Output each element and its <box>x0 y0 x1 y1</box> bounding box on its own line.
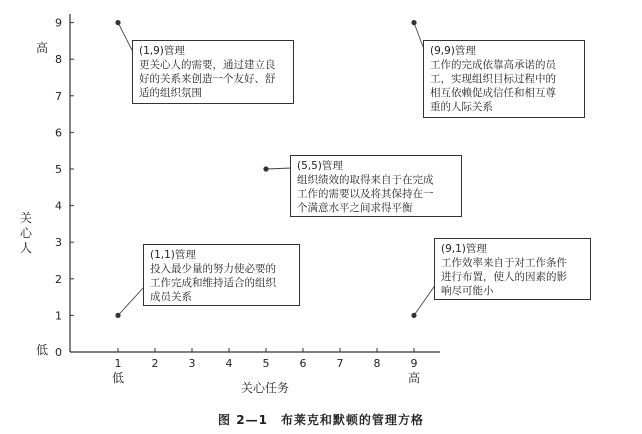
x-axis-low-label: 低 <box>111 371 125 385</box>
y-axis-low-label: 低 <box>35 343 49 357</box>
y-tick-label: 9 <box>55 16 62 30</box>
x-tick-label: 8 <box>373 357 381 370</box>
leader-line <box>118 286 145 315</box>
annotation-title: (9,9)管理 <box>430 45 476 57</box>
data-point <box>115 20 120 25</box>
y-axis-label <box>20 211 33 255</box>
y-tick-label: 1 <box>55 309 62 323</box>
x-tick-label: 6 <box>299 357 307 370</box>
annotation-title: (1,1)管理 <box>150 249 196 261</box>
data-point <box>411 313 416 318</box>
x-axis-label: 关心任务 <box>240 381 290 395</box>
data-point <box>411 20 416 25</box>
y-axis-high-label: 高 <box>35 41 49 55</box>
x-tick-label: 9 <box>410 357 418 370</box>
annotation-box <box>132 40 294 104</box>
annotation-text: 更关心人的需要，通过建立良 好的关系来创造一个友好、舒 适的组织氛围 <box>139 59 276 99</box>
annotation-box <box>143 244 300 306</box>
y-tick-label: 0 <box>55 346 62 359</box>
y-axis-label-char: 心 <box>19 226 33 240</box>
data-point <box>115 313 120 318</box>
y-tick-label: 3 <box>55 236 62 250</box>
annotation-box <box>423 40 585 118</box>
y-tick-label: 7 <box>55 89 62 103</box>
y-tick-label: 2 <box>55 272 62 286</box>
leader-line <box>266 168 292 169</box>
y-tick-label: 8 <box>55 53 62 67</box>
annotation-text: 投入最少量的努力使必要的 工作完成和维持适合的组织 成员关系 <box>150 263 276 303</box>
annotation-title: (9,1)管理 <box>441 243 487 255</box>
x-tick-label: 3 <box>188 357 196 370</box>
x-tick-label: 7 <box>336 357 344 370</box>
annotation-title: (5,5)管理 <box>297 160 343 172</box>
y-axis-label-char: 人 <box>19 241 33 255</box>
x-tick-label: 2 <box>151 357 159 370</box>
annotation-text: 工作效率来自于对工作条件 进行布置，使人的因素的影 响尽可能小 <box>441 257 567 297</box>
figure-caption: 图 2—1 布莱克和默顿的管理方格 <box>218 413 424 427</box>
annotation-title: (1,9)管理 <box>139 45 185 57</box>
annotation-box <box>290 155 462 217</box>
y-axis-label-char: 关 <box>19 211 33 225</box>
y-tick-label: 6 <box>55 126 62 140</box>
annotation-box <box>434 238 591 300</box>
leader-line <box>414 284 436 315</box>
y-tick-label: 5 <box>55 163 62 176</box>
data-point <box>263 166 268 171</box>
annotation-text: 工作的完成依靠高承诺的员 工，实现组织目标过程中的 相互依赖促成信任和相互尊 重的人际关系 <box>430 59 556 113</box>
y-tick-label: 4 <box>55 199 62 213</box>
x-tick-label: 5 <box>262 357 270 370</box>
x-tick-label: 4 <box>225 357 233 370</box>
x-axis-high-label: 高 <box>407 371 421 385</box>
leader-line <box>118 23 133 52</box>
annotation-text: 组织绩效的取得来自于在完成 工作的需要以及将其保持在一 个满意水平之间求得平衡 <box>297 174 434 214</box>
x-tick-label: 1 <box>114 357 122 370</box>
